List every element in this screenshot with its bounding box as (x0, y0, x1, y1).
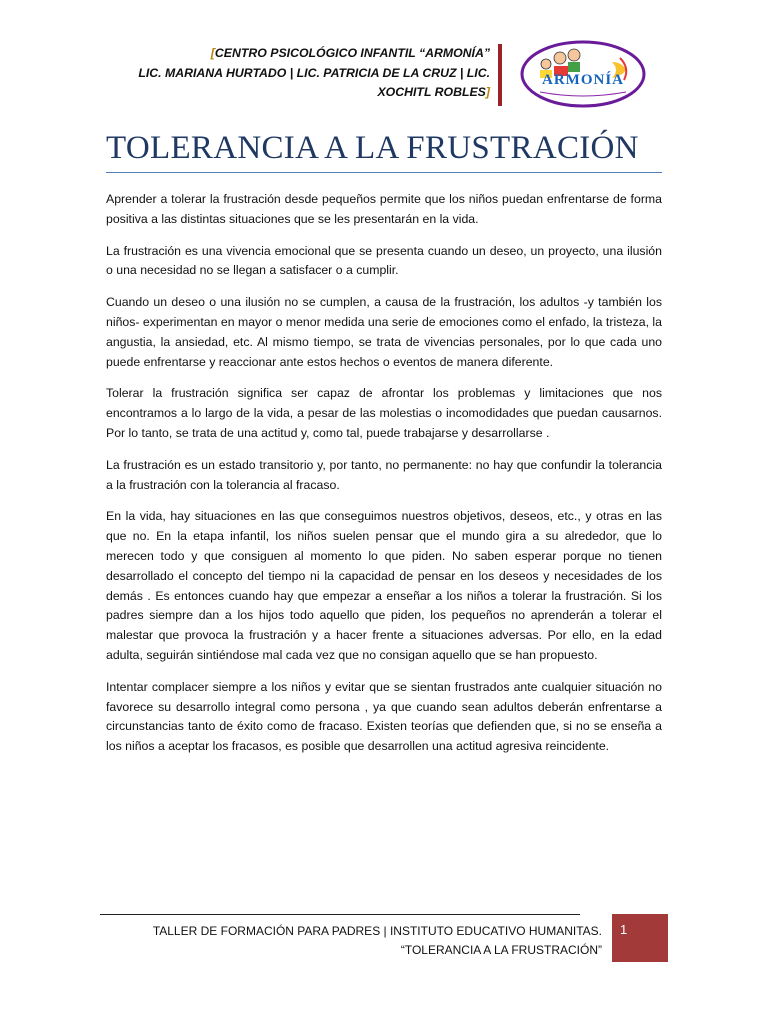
header-line-2: LIC. MARIANA HURTADO | LIC. PATRICIA DE LA CRUZ | LIC. (138, 65, 490, 80)
footer-line-2: “TOLERANCIA A LA FRUSTRACIÓN” (400, 943, 602, 957)
paragraph: La frustración es una vivencia emocional que se presenta cuando un deseo, un proyecto, una ilusión o una necesidad no se llegan a satisfacer o a cumplir. (106, 243, 662, 278)
paragraph: La frustración es un estado transitorio y, por tanto, no permanente: no hay que confundir la tolerancia a la frustración con la tolerancia al fracaso. (106, 457, 662, 492)
body-content (106, 190, 662, 769)
header-author-name: XOCHITL ROBLES (377, 85, 486, 99)
header-center-name: CENTRO PSICOLÓGICO INFANTIL “ARMONÍA” (214, 46, 490, 60)
armonia-logo (520, 40, 646, 108)
children-armonia-logo-icon (520, 40, 646, 108)
page-title: TOLERANCIA A LA FRUSTRACIÓN (106, 130, 639, 166)
footer-divider (100, 914, 580, 915)
document-footer (100, 922, 602, 960)
paragraph: Intentar complacer siempre a los niños y evitar que se sientan frustrados ante cualquier situación no favorece su desarrollo integral como persona , ya que cuando sean adultos deberán enfrentarse a circunstancias tanto de éxito como de fracaso. Existen teorías que defienden que, si no se enseña a los niños a aceptar los fracasos, es posible que desarrollen una actitud agresiva reincidente. (106, 679, 662, 754)
paragraph: Tolerar la frustración significa ser capaz de afrontar los problemas y limitaciones que nos encontramos a lo largo de la vida, a pesar de las molestias o incomodidades que puedan causarnos. Por lo tanto, se trata de una actitud y, como tal, puede trabajarse y desarrollarse . (106, 386, 662, 440)
paragraph: En la vida, hay situaciones en las que conseguimos nuestros objetivos, deseos, etc., y otras en las que no. En la etapa infantil, los niños suelen pensar que el mundo gira a su alrededor, que lo merecen todo y que consiguen al momento lo que piden. No saben esperar porque no tienen desarrollado el concepto del tiempo ni la capacidad de pensar en los deseos y necesidades de los demás . Es entonces cuando hay que empezar a enseñar a los niños a tolerar la frustración. Si los padres siempre dan a los hijos todo aquello que piden, los pequeños no aprenderán a tolerar el malestar que provoca la frustración y a hacer frente a situaciones adversas. Por ello, en la edad adulta, seguirán sintiéndose mal cada vez que no consigan aquello que se han propuesto. (106, 509, 662, 662)
header-bracket-close: ] (485, 85, 490, 99)
document-header (100, 44, 490, 103)
header-line-3 (100, 83, 490, 103)
header-line-1 (100, 44, 490, 64)
header-divider-bar (498, 44, 502, 106)
paragraph: Cuando un deseo o una ilusión no se cumplen, a causa de la frustración, los adultos -y también los niños- experimentan en mayor o menor medida una serie de emociones como el enfado, la tristeza, la angustia, la ansiedad, etc. Al mismo tiempo, se trata de vivencias personales, por lo que cada uno puede enfrentarse y reaccionar ante estos hechos o eventos de manera diferente. (106, 295, 662, 369)
title-underline (106, 172, 662, 173)
paragraph: Aprender a tolerar la frustración desde pequeños permite que los niños puedan enfrentarse de forma positiva a las distintas situaciones que se les presentarán en la vida. (106, 192, 662, 226)
header-bracket-open: [ (210, 46, 215, 60)
footer-line-1: TALLER DE FORMACIÓN PARA PADRES | INSTITUTO EDUCATIVO HUMANITAS. (152, 924, 602, 938)
page-number: 1 (620, 922, 628, 937)
logo-text: ARMONÍA (542, 72, 624, 88)
page-number-box (612, 914, 668, 962)
